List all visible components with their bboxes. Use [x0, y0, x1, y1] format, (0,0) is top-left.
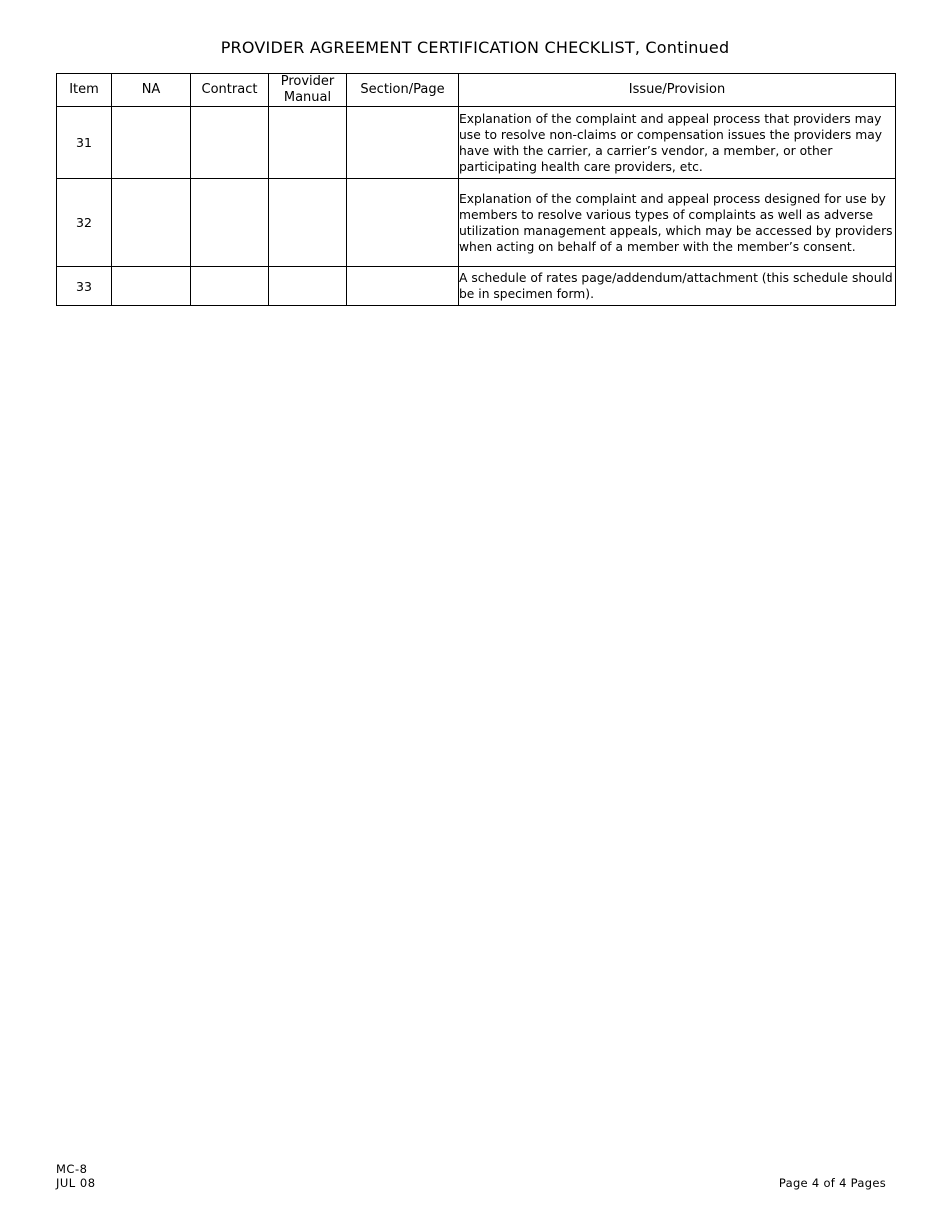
table-row [57, 107, 896, 179]
header-issue-provision: Issue/Provision [459, 74, 896, 107]
na-cell[interactable] [112, 179, 191, 267]
contract-cell[interactable] [191, 267, 269, 306]
form-number: MC-8 [56, 1162, 88, 1176]
section-page-cell[interactable] [347, 267, 459, 306]
item-number: 32 [57, 179, 112, 267]
header-contract: Contract [191, 74, 269, 107]
issue-provision-text: Explanation of the complaint and appeal process designed for use by members to resolve various types of complaints as well as adverse utilization management appeals, which may be accessed by providers when acting on behalf of a member with the member’s consent. [459, 179, 896, 267]
page-number: Page 4 of 4 Pages [778, 1176, 886, 1190]
provider-manual-cell[interactable] [269, 107, 347, 179]
header-na: NA [112, 74, 191, 107]
form-date: JUL 08 [56, 1176, 96, 1190]
contract-cell[interactable] [191, 179, 269, 267]
section-page-cell[interactable] [347, 179, 459, 267]
provider-manual-cell[interactable] [269, 179, 347, 267]
na-cell[interactable] [112, 267, 191, 306]
issue-provision-text: Explanation of the complaint and appeal process that providers may use to resolve non-claims or compensation issues the providers may have with the carrier, a carrier’s vendor, a member, or other participating health care providers, etc. [459, 107, 896, 179]
page-title: PROVIDER AGREEMENT CERTIFICATION CHECKLIST, Continued [220, 38, 730, 57]
item-number: 33 [57, 267, 112, 306]
table-row [57, 267, 896, 306]
provider-manual-cell[interactable] [269, 267, 347, 306]
na-cell[interactable] [112, 107, 191, 179]
header-provider-manual: Provider Manual [269, 74, 347, 107]
checklist-table [56, 73, 896, 306]
table-row [57, 179, 896, 267]
issue-provision-text: A schedule of rates page/addendum/attachment (this schedule should be in specimen form). [459, 267, 896, 306]
form-identifier [56, 1162, 96, 1190]
section-page-cell[interactable] [347, 107, 459, 179]
table-header-row [57, 74, 896, 107]
item-number: 31 [57, 107, 112, 179]
header-item: Item [57, 74, 112, 107]
header-section-page: Section/Page [347, 74, 459, 107]
contract-cell[interactable] [191, 107, 269, 179]
